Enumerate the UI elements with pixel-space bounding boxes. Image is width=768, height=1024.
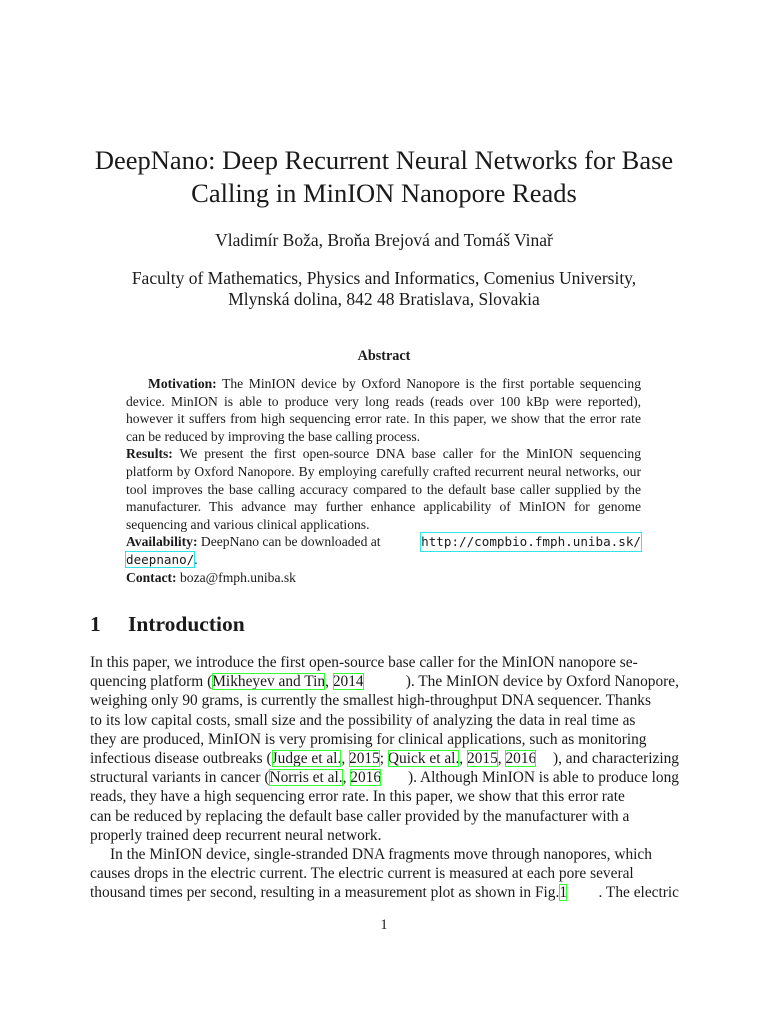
affiliation-line: Mlynská dolina, 842 48 Bratislava, Slovakia xyxy=(228,289,540,309)
abstract-contact xyxy=(126,569,641,587)
motivation-text: The MinION device by Oxford Nanopore is the first portable sequencing device. MinION is able to produce very long reads (reads over 100 kBp were reported), however it suffers from high sequencing error rate. In this paper, we show that the error rate can be reduced by improving the base calling process. xyxy=(126,376,641,444)
text-line: thousand times per second, resulting in a measurement plot as shown in Fig.1 . The electric xyxy=(90,884,679,902)
text-line: In this paper, we introduce the first open-source base caller for the MinION nanopore se- xyxy=(90,654,638,671)
affiliation xyxy=(70,268,698,310)
download-link[interactable]: http://compbio.fmph.uniba.sk/ xyxy=(421,534,641,550)
text-line: can be reduced by replacing the default base caller provided by the manufacturer with a xyxy=(90,807,630,825)
citation-link[interactable]: 2016 xyxy=(505,750,537,768)
text-line: In the MinION device, single-stranded DNA fragments move through nanopores, which xyxy=(110,846,652,864)
abstract-motivation xyxy=(126,375,641,445)
citation-link[interactable]: 2015 xyxy=(349,750,380,768)
results-label: Results: xyxy=(126,446,173,462)
download-link-continued[interactable]: deepnano/ xyxy=(126,551,195,567)
text-line: properly trained deep recurrent neural network. xyxy=(90,826,382,844)
affiliation-line: Faculty of Mathematics, Physics and Informatics, Comenius University, xyxy=(131,268,637,288)
abstract-availability xyxy=(126,533,641,568)
section-title: Introduction xyxy=(128,612,245,636)
results-text: We present the first open-source DNA base caller for the MinION sequencing platform by Oxford Nanopore. By employing carefully crafted recurrent neural networks, our tool improves the base calling accuracy compared to the default base caller supplied by the manufacturer. This advance may further enhance applicability of MinION for genome sequencing and various clinical applications. xyxy=(126,446,641,532)
text-line: they are produced, MinION is very promising for clinical applications, such as monitoring xyxy=(90,730,647,748)
text-line: infectious disease outbreaks (Judge et al., 2015; Quick et al., 2015, 2016 ), and characterizing xyxy=(90,750,679,768)
text-line: quencing platform (Mikheyev and Tin, 2014 ). The MinION device by Oxford Nanopore, xyxy=(90,673,679,691)
text-line: causes drops in the electric current. The electric current is measured at each pore several xyxy=(90,865,634,883)
abstract-body xyxy=(126,375,641,586)
text-line: reads, they have a high sequencing error rate. In this paper, we show that this error rate xyxy=(90,788,625,806)
text-line: weighing only 90 grams, is currently the smallest high-throughput DNA sequencer. Thanks xyxy=(90,692,651,710)
title-line: DeepNano: Deep Recurrent Neural Networks for Base xyxy=(94,145,674,175)
text-line: structural variants in cancer (Norris et al., 2016 ). Although MinION is able to produce long xyxy=(90,769,679,787)
citation-link[interactable]: Norris et al. xyxy=(269,769,343,787)
figure-ref-link[interactable]: 1 xyxy=(559,884,568,902)
contact-email: boza@fmph.uniba.sk xyxy=(180,569,296,585)
page-number: 1 xyxy=(380,917,388,933)
citation-link[interactable]: Judge et al. xyxy=(271,750,342,768)
citation-link[interactable]: Mikheyev and Tin xyxy=(212,673,326,691)
introduction-text xyxy=(90,653,679,903)
section-heading xyxy=(90,612,690,637)
citation-link[interactable]: Quick et al. xyxy=(387,750,460,768)
paper-title xyxy=(70,144,698,210)
motivation-label: Motivation: xyxy=(148,376,217,391)
availability-text: DeepNano can be downloaded at xyxy=(200,534,381,550)
citation-link[interactable]: 2015 xyxy=(467,750,498,768)
availability-label: Availability: xyxy=(126,534,198,550)
abstract-heading: Abstract xyxy=(357,348,411,364)
section-number: 1 xyxy=(90,612,101,636)
text-line: to its low capital costs, small size and the possibility of analyzing the data in real time as xyxy=(90,711,636,729)
link-period: . xyxy=(194,551,198,567)
abstract-results xyxy=(126,445,641,533)
contact-label: Contact: xyxy=(126,569,177,585)
citation-link[interactable]: 2016 xyxy=(350,769,382,787)
title-line: Calling in MinION Nanopore Reads xyxy=(191,178,577,208)
citation-link[interactable]: 2014 xyxy=(332,673,364,691)
author-list: Vladimír Boža, Broňa Brejová and Tomáš Vinař xyxy=(215,230,553,250)
